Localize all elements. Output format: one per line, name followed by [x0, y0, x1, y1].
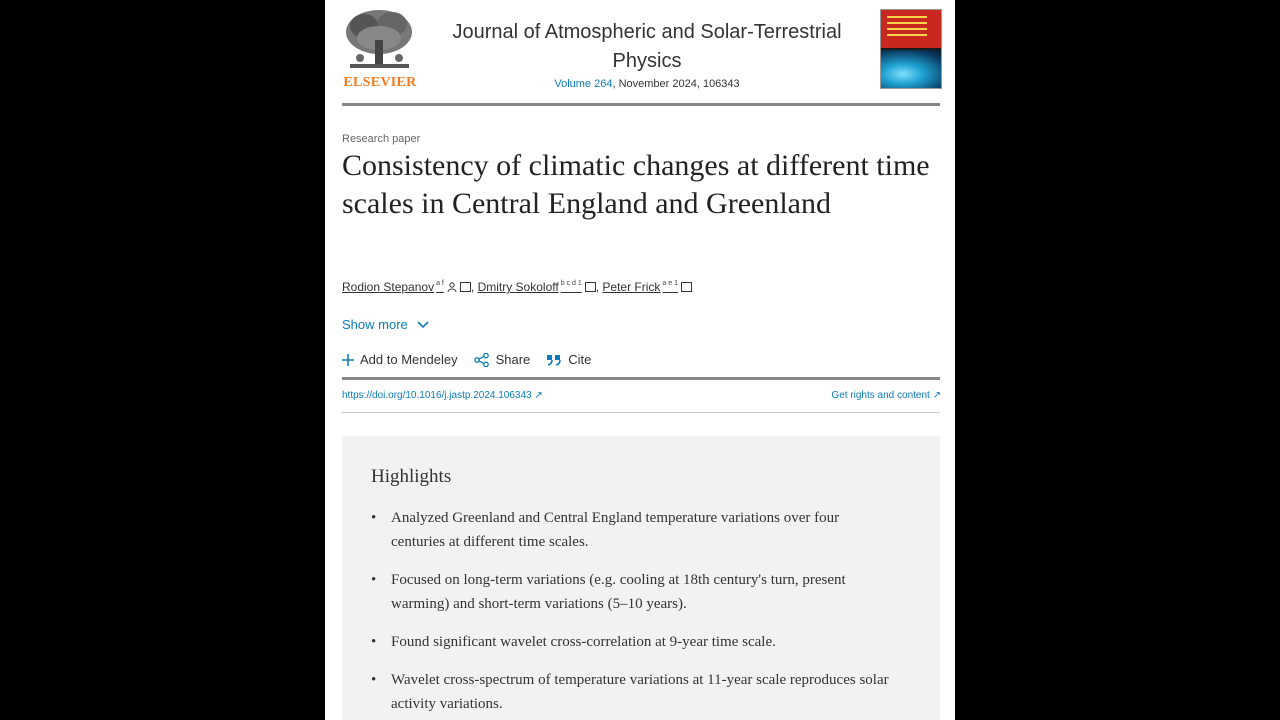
corresponding-author-icon	[447, 282, 457, 292]
actions-divider	[342, 377, 940, 380]
plus-icon	[342, 354, 354, 366]
external-link-icon: ↗	[534, 390, 543, 401]
cite-button[interactable]: Cite	[546, 352, 591, 367]
share-button[interactable]: Share	[474, 352, 531, 367]
article-type: Research paper	[342, 133, 421, 145]
author-link[interactable]: Dmitry Sokoloff $^{b c d 1}$	[478, 280, 596, 294]
article-actions	[342, 352, 607, 367]
highlight-item: • Wavelet cross-spectrum of temperature variations at 11-year scale reproduces solar activity variations.	[371, 668, 891, 716]
doi-divider	[342, 412, 940, 413]
header-divider	[342, 103, 940, 106]
email-icon	[460, 282, 471, 292]
volume-link[interactable]: Volume 264	[554, 78, 613, 90]
doi-link[interactable]: https://doi.org/10.1016/j.jastp.2024.106343 ↗	[342, 390, 543, 401]
journal-header	[342, 6, 940, 100]
highlights-section	[342, 436, 940, 720]
journal-cover-image[interactable]	[880, 9, 942, 89]
highlight-item: • Analyzed Greenland and Central England temperature variations over four centuries at different time scales.	[371, 506, 891, 554]
author-link[interactable]: Rodion Stepanov $^{a f}$	[342, 280, 471, 294]
show-more-button[interactable]: Show more	[342, 317, 429, 332]
email-icon	[681, 282, 692, 292]
issue-info: , November 2024, 106343	[612, 78, 740, 90]
elsevier-wordmark: ELSEVIER	[343, 75, 417, 90]
chevron-down-icon	[417, 321, 429, 329]
external-link-icon: ↗	[932, 390, 941, 401]
elsevier-tree-icon	[342, 6, 417, 74]
article-title: Consistency of climatic changes at different time scales in Central England and Greenland	[342, 149, 930, 220]
journal-title[interactable]: Journal of Atmospheric and Solar-Terrestrial Physics	[452, 21, 842, 72]
article-page	[325, 0, 955, 720]
highlight-item: • Found significant wavelet cross-correlation at 9-year time scale.	[371, 630, 891, 654]
add-to-mendeley-button[interactable]: Add to Mendeley	[342, 352, 458, 367]
author-list: Rodion Stepanov $^{a f}$ , Dmitry Sokoloff $^{b c d 1}$ , Peter Frick $^{a e 1}$	[342, 280, 692, 294]
journal-meta	[442, 78, 852, 90]
quote-icon	[546, 354, 562, 366]
email-icon	[585, 282, 596, 292]
share-icon	[474, 353, 490, 367]
highlights-title: Highlights	[371, 466, 452, 487]
elsevier-logo[interactable]	[342, 6, 417, 92]
rights-link[interactable]: Get rights and content ↗	[831, 390, 941, 401]
author-link[interactable]: Peter Frick $^{a e 1}$	[602, 280, 692, 294]
highlight-item: • Focused on long-term variations (e.g. cooling at 18th century's turn, present warming) and short-term variations (5–10 years).	[371, 568, 891, 616]
highlights-list	[371, 506, 891, 720]
